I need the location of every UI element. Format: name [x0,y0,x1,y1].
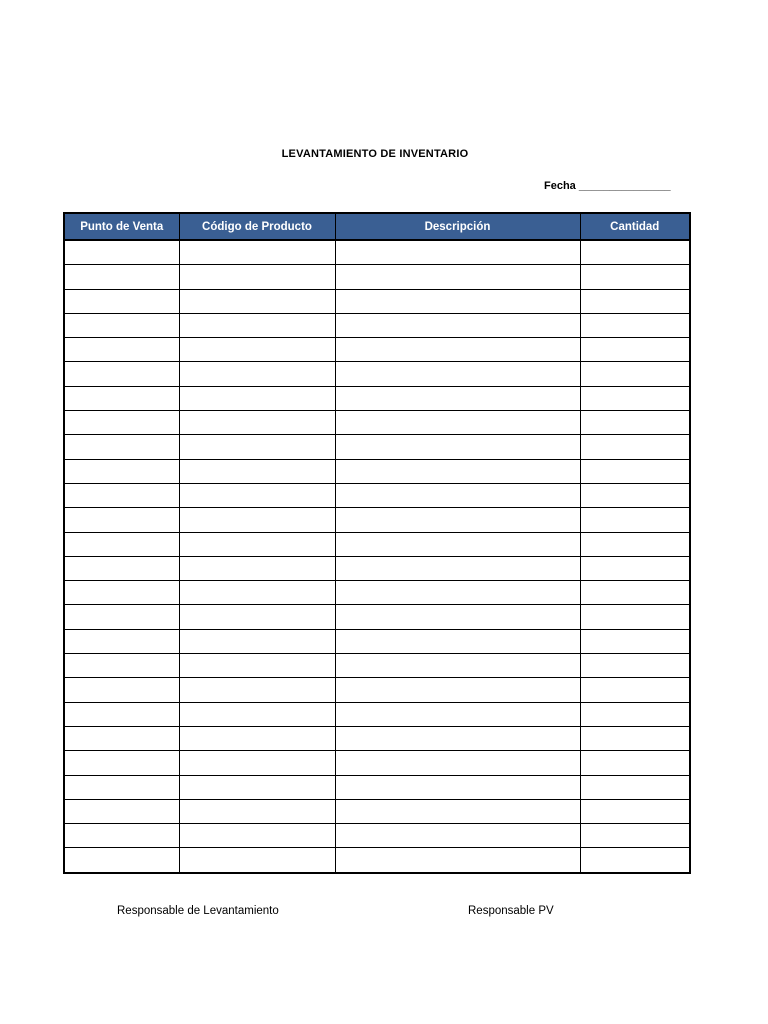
table-row [64,775,690,799]
table-cell[interactable] [335,678,580,702]
table-header-row [64,213,690,240]
table-cell[interactable] [580,386,690,410]
table-cell[interactable] [335,824,580,848]
table-cell[interactable] [580,702,690,726]
table-row [64,726,690,750]
table-row [64,581,690,605]
table-cell[interactable] [335,483,580,507]
table-row [64,605,690,629]
table-row [64,508,690,532]
table-row [64,556,690,580]
table-cell[interactable] [335,654,580,678]
signature-responsable-levantamiento: Responsable de Levantamiento [117,905,279,917]
table-cell[interactable] [580,726,690,750]
table-row [64,751,690,775]
table-cell[interactable] [64,824,179,848]
table-cell[interactable] [580,435,690,459]
table-cell[interactable] [179,313,335,337]
table-cell[interactable] [179,751,335,775]
table-row [64,386,690,410]
table-cell[interactable] [580,654,690,678]
table-row [64,702,690,726]
table-cell[interactable] [580,289,690,313]
table-cell[interactable] [335,605,580,629]
table-cell[interactable] [64,265,179,289]
table-cell[interactable] [335,581,580,605]
table-cell[interactable] [580,313,690,337]
table-cell[interactable] [179,362,335,386]
table-cell[interactable] [179,411,335,435]
table-row [64,532,690,556]
table-cell[interactable] [335,411,580,435]
table-row [64,411,690,435]
table-row [64,265,690,289]
table-row [64,435,690,459]
table-cell[interactable] [179,532,335,556]
table-cell[interactable] [64,678,179,702]
table-cell[interactable] [64,386,179,410]
table-cell[interactable] [335,362,580,386]
table-cell[interactable] [179,824,335,848]
table-cell[interactable] [580,362,690,386]
table-cell[interactable] [64,459,179,483]
table-cell[interactable] [64,289,179,313]
table-cell[interactable] [179,654,335,678]
table-row [64,824,690,848]
table-cell[interactable] [64,532,179,556]
table-cell[interactable] [64,702,179,726]
table-cell[interactable] [335,848,580,873]
table-cell[interactable] [179,799,335,823]
table-cell[interactable] [580,483,690,507]
table-cell[interactable] [580,532,690,556]
table-cell[interactable] [179,848,335,873]
table-row [64,799,690,823]
table-cell[interactable] [335,508,580,532]
table-cell[interactable] [179,483,335,507]
table-cell[interactable] [580,265,690,289]
table-cell[interactable] [335,799,580,823]
table-cell[interactable] [580,411,690,435]
table-row [64,678,690,702]
table-row [64,629,690,653]
table-cell[interactable] [179,386,335,410]
table-cell[interactable] [179,459,335,483]
table-cell[interactable] [335,386,580,410]
table-cell[interactable] [179,678,335,702]
table-cell[interactable] [64,726,179,750]
table-cell[interactable] [335,556,580,580]
table-cell[interactable] [179,775,335,799]
table-cell[interactable] [179,556,335,580]
table-cell[interactable] [580,240,690,265]
table-cell[interactable] [580,459,690,483]
table-cell[interactable] [179,581,335,605]
column-header-codigo-de-producto: Código de Producto [179,213,335,240]
table-row [64,483,690,507]
table-cell[interactable] [335,532,580,556]
table-cell[interactable] [179,338,335,362]
table-cell[interactable] [580,556,690,580]
table-cell[interactable] [64,848,179,873]
table-cell[interactable] [179,726,335,750]
table-cell[interactable] [580,605,690,629]
table-cell[interactable] [335,313,580,337]
table-cell[interactable] [580,751,690,775]
table-cell[interactable] [580,629,690,653]
table-row [64,654,690,678]
table-cell[interactable] [179,508,335,532]
column-header-punto-de-venta: Punto de Venta [64,213,179,240]
table-cell[interactable] [335,435,580,459]
table-cell[interactable] [64,775,179,799]
table-cell[interactable] [64,362,179,386]
table-cell[interactable] [179,435,335,459]
table-cell[interactable] [580,848,690,873]
table-cell[interactable] [335,726,580,750]
table-cell[interactable] [64,508,179,532]
table-cell[interactable] [335,338,580,362]
table-cell[interactable] [335,240,580,265]
table-row [64,338,690,362]
table-cell[interactable] [335,459,580,483]
table-cell[interactable] [64,799,179,823]
table-cell[interactable] [179,240,335,265]
table-cell[interactable] [64,629,179,653]
table-cell[interactable] [179,265,335,289]
column-header-descripcion: Descripción [335,213,580,240]
table-cell[interactable] [580,775,690,799]
table-row [64,459,690,483]
table-cell[interactable] [335,629,580,653]
table-cell[interactable] [580,338,690,362]
table-cell[interactable] [64,483,179,507]
table-body [64,240,690,873]
table-cell[interactable] [179,605,335,629]
column-header-cantidad: Cantidad [580,213,690,240]
table-cell[interactable] [179,702,335,726]
table-cell[interactable] [64,240,179,265]
table-cell[interactable] [64,751,179,775]
table-cell[interactable] [335,775,580,799]
table-cell[interactable] [64,654,179,678]
table-cell[interactable] [179,629,335,653]
inventory-table [63,212,691,874]
table-row [64,848,690,873]
table-cell[interactable] [64,435,179,459]
table-cell[interactable] [335,751,580,775]
table-cell[interactable] [64,411,179,435]
table-cell[interactable] [64,605,179,629]
table-row [64,313,690,337]
table-cell[interactable] [580,508,690,532]
table-cell[interactable] [64,556,179,580]
table-cell[interactable] [179,289,335,313]
document-title: LEVANTAMIENTO DE INVENTARIO [281,148,469,160]
table-cell[interactable] [335,265,580,289]
table-cell[interactable] [580,824,690,848]
table-cell[interactable] [64,313,179,337]
table-cell[interactable] [580,799,690,823]
table-row [64,289,690,313]
signature-responsable-pv: Responsable PV [468,905,554,917]
table-cell[interactable] [64,581,179,605]
table-cell[interactable] [64,338,179,362]
table-row [64,240,690,265]
table-row [64,362,690,386]
table-cell[interactable] [580,678,690,702]
table-cell[interactable] [580,581,690,605]
date-field-label: Fecha _______________ [544,180,671,192]
table-cell[interactable] [335,289,580,313]
table-cell[interactable] [335,702,580,726]
